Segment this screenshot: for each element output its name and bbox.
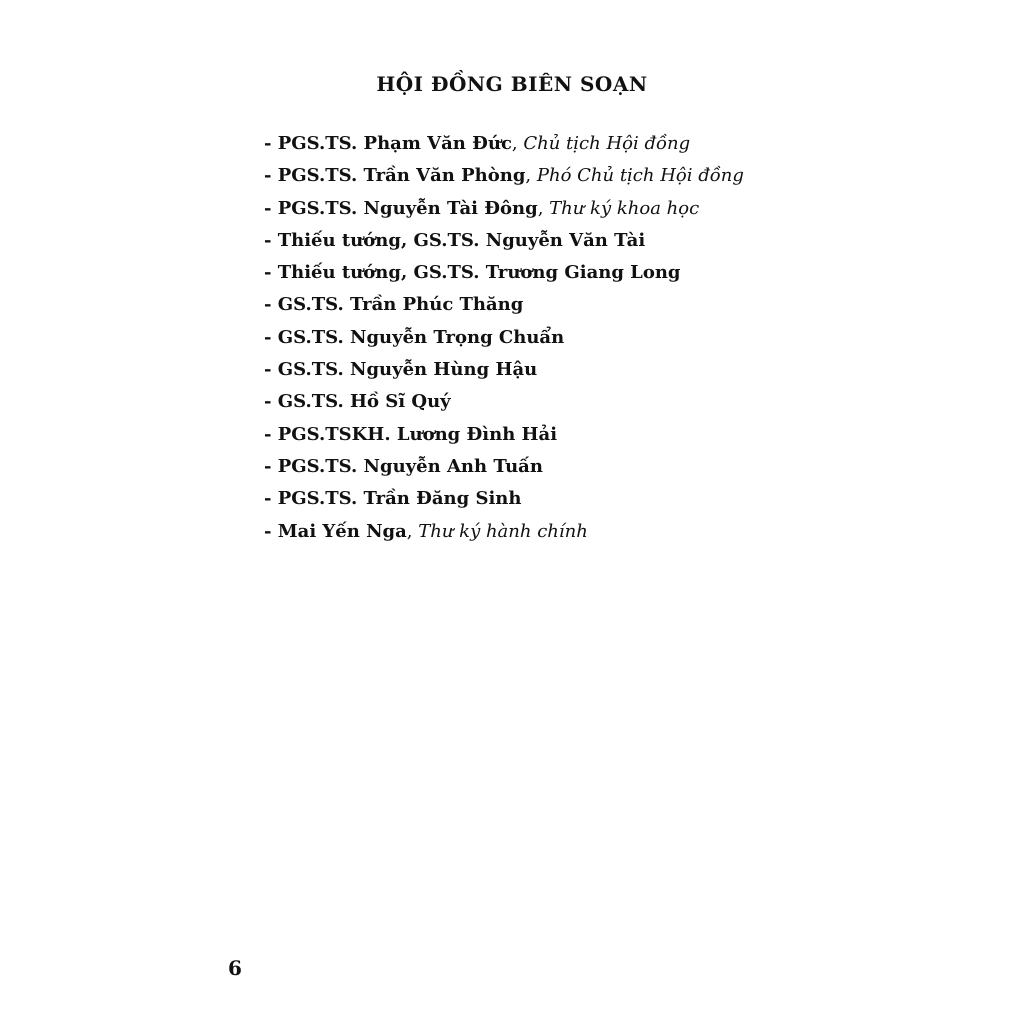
member-name: - Mai Yến Nga <box>264 520 407 542</box>
member-name: - PGS.TS. Trần Văn Phòng <box>264 165 526 187</box>
member-name: - PGS.TS. Phạm Văn Đức <box>264 133 512 154</box>
member-role: Phó Chủ tịch Hội đồng <box>536 165 744 187</box>
council-member <box>264 419 744 451</box>
member-name: - PGS.TS. Trần Đăng Sinh <box>264 488 522 510</box>
page-title: HỘI ĐỒNG BIÊN SOẠN <box>376 72 648 96</box>
member-name: - GS.TS. Nguyễn Hùng Hậu <box>264 359 538 381</box>
member-name: - PGS.TSKH. Lương Đình Hải <box>264 423 558 445</box>
council-member: - PGS.TS. Phạm Văn Đức, Chủ tịch Hội đồng <box>264 133 691 154</box>
council-member: - PGS.TS. Nguyễn Tài Đông, Thư ký khoa học <box>264 197 700 219</box>
council-member <box>264 354 744 386</box>
council-member <box>264 289 744 321</box>
page-number: 6 <box>228 956 242 980</box>
council-member <box>264 386 744 418</box>
council-member <box>264 451 744 483</box>
member-role: Thư ký hành chính <box>418 520 588 542</box>
member-name: - GS.TS. Hồ Sĩ Quý <box>264 391 451 413</box>
council-member <box>264 257 744 289</box>
member-name: - Thiếu tướng, GS.TS. Nguyễn Văn Tài <box>264 229 646 251</box>
council-member <box>264 225 744 257</box>
member-name: - Thiếu tướng, GS.TS. Trương Giang Long <box>264 262 681 284</box>
member-name: - GS.TS. Nguyễn Trọng Chuẩn <box>264 326 565 348</box>
member-role: Chủ tịch Hội đồng <box>523 133 691 154</box>
member-role: Thư ký khoa học <box>549 197 700 219</box>
member-name: - PGS.TS. Nguyễn Tài Đông <box>264 197 538 219</box>
council-member <box>264 483 744 515</box>
council-member <box>264 322 744 354</box>
council-member: - PGS.TS. Trần Văn Phòng, Phó Chủ tịch Hội đồng <box>264 165 744 187</box>
council-member: - Mai Yến Nga, Thư ký hành chính <box>264 520 588 542</box>
member-name: - GS.TS. Trần Phúc Thăng <box>264 294 524 316</box>
council-member-list <box>264 128 744 548</box>
member-name: - PGS.TS. Nguyễn Anh Tuấn <box>264 455 543 477</box>
